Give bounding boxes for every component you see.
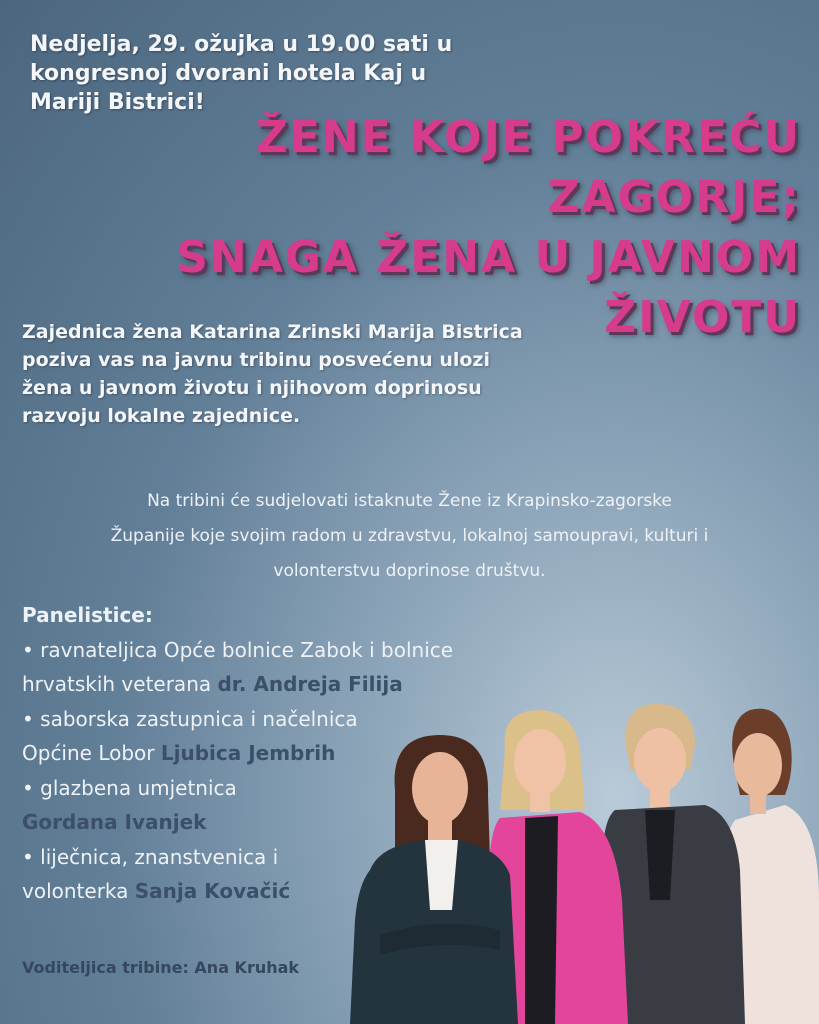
event-info-line: kongresnoj dvorani hotela Kaj u <box>30 61 427 86</box>
poster-title <box>101 108 801 348</box>
panelist-name: Sanja Kovačić <box>134 879 291 903</box>
panelists-photo-illustration <box>340 700 819 1024</box>
title-line: SNAGA ŽENA U JAVNOM <box>176 232 801 283</box>
about-paragraph <box>0 484 819 589</box>
title-line: ZAGORJE; <box>547 172 801 223</box>
intro-line: Zajednica žena Katarina Zrinski Marija Bistrica <box>22 321 523 343</box>
panelist-name: Ljubica Jembrih <box>160 741 336 765</box>
panelist-name: dr. Andreja Filija <box>217 672 403 696</box>
intro-paragraph <box>22 318 582 430</box>
about-line: Na tribini će sudjelovati istaknute Žene iz Krapinsko-zagorske <box>147 491 672 511</box>
panelist-figure <box>350 735 518 1024</box>
panelist-role: hrvatskih veterana <box>22 672 218 696</box>
about-line: Županije koje svojim radom u zdravstvu, lokalnoj samoupravi, kulturi i <box>110 526 709 546</box>
moderator-credit: Voditeljica tribine: Ana Kruhak <box>22 958 300 977</box>
intro-line: poziva vas na javnu tribinu posvećenu ulozi <box>22 349 490 371</box>
event-date-location <box>30 30 500 117</box>
panelist-role: • liječnica, znanstvenica i <box>22 844 279 869</box>
panelist-item <box>22 667 582 702</box>
about-line: volonterstvu doprinose društvu. <box>273 561 546 581</box>
panelists-heading: Panelistice: <box>22 603 153 627</box>
panelist-role: volonterka <box>22 879 135 903</box>
event-info-line: Nedjelja, 29. ožujka u 19.00 sati u <box>30 32 453 57</box>
panelists-photo <box>340 700 819 1024</box>
panelist-role: • ravnateljica Opće bolnice Zabok i bolnice <box>22 637 454 662</box>
panelist-role: Općine Lobor <box>22 741 161 765</box>
intro-line: razvoju lokalne zajednice. <box>22 405 301 427</box>
title-line: ŽENE KOJE POKREĆU <box>255 112 801 163</box>
panelist-role: • glazbena umjetnica <box>22 775 237 800</box>
intro-line: žena u javnom životu i njihovom doprinosu <box>22 377 482 399</box>
panelist-role: • saborska zastupnica i načelnica <box>22 706 358 731</box>
panelist-name: Gordana Ivanjek <box>22 810 207 834</box>
title-line: ŽIVOTU <box>604 292 801 343</box>
event-info-line: Mariji Bistrici! <box>30 90 205 115</box>
